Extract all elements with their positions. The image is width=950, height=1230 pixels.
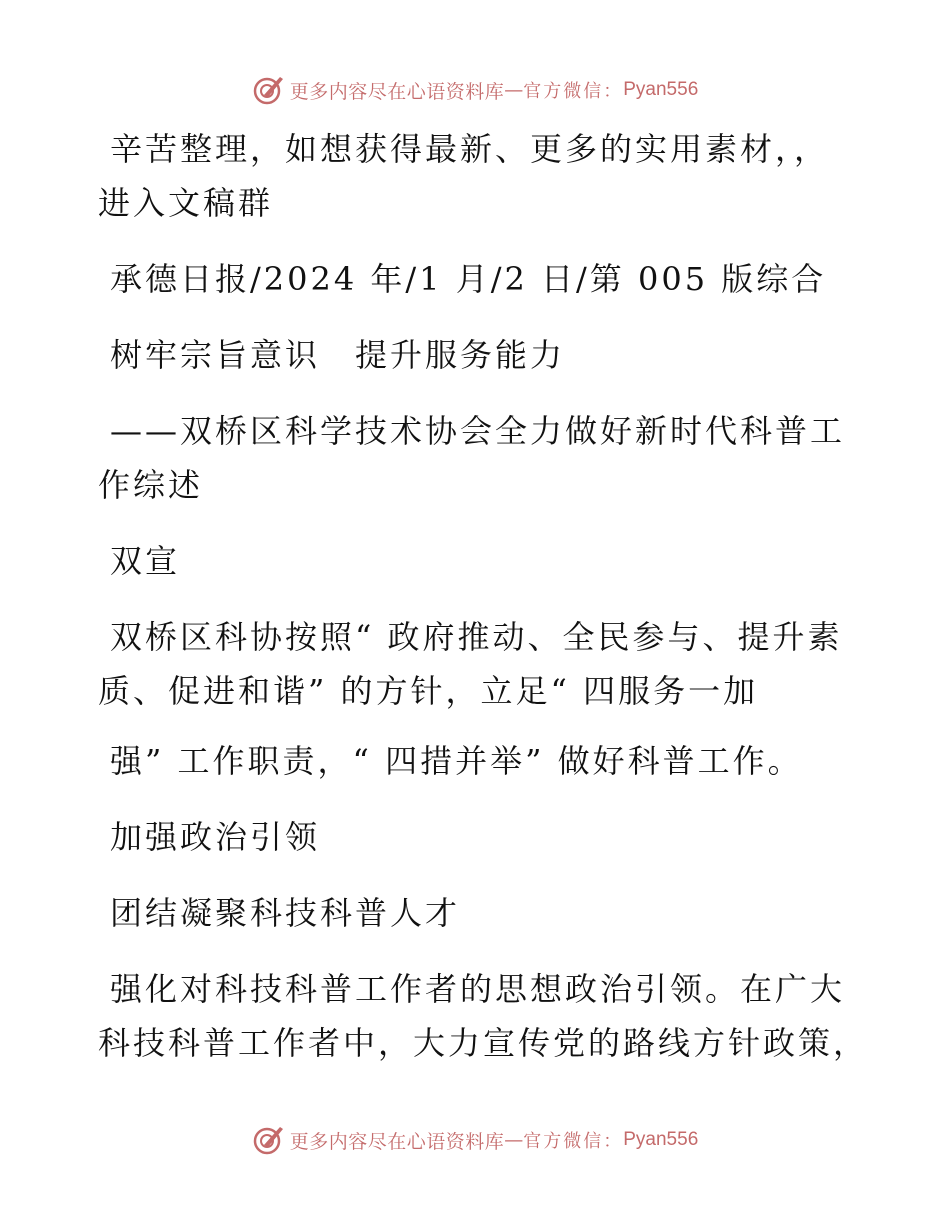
text-line: 强” 工作职责，“ 四措并举” 做好科普工作。 — [110, 742, 803, 780]
watermark-text: 更多内容尽在心语资料库 — [289, 80, 505, 103]
text-line: 承德日报/2024 年/1 月/2 日/第 005 版综合 — [110, 260, 827, 298]
source-line — [98, 252, 838, 306]
text-line: 双桥区科协按照“ 政府推动、全民参与、提升素 — [110, 618, 843, 656]
text-line: 进入文稿群 — [98, 184, 274, 222]
watermark-wechat-label: 官方微信： — [523, 1131, 624, 1152]
text-line: 双宣 — [110, 542, 181, 580]
paragraph — [98, 734, 838, 788]
text-line: 质、促进和谐” 的方针，立足“ 四服务一加 — [98, 672, 759, 710]
text-line: 作综述 — [98, 466, 204, 504]
watermark-header — [0, 70, 950, 110]
section-heading — [98, 810, 838, 864]
text-line: ——双桥区科学技术协会全力做好新时代科普工 — [110, 412, 846, 450]
paragraph — [98, 962, 869, 1070]
paragraph — [98, 122, 838, 230]
watermark-footer — [0, 1120, 950, 1160]
quill-logo-icon — [252, 73, 286, 107]
text-line: 强化对科技科普工作者的思想政治引领。在广大 — [110, 970, 846, 1008]
watermark-separator: — — [504, 1129, 524, 1151]
quill-logo-icon — [252, 1123, 286, 1157]
watermark-text: 更多内容尽在心语资料库 — [289, 1130, 505, 1153]
text-line: 加强政治引领 — [110, 818, 321, 856]
section-heading — [98, 886, 838, 940]
text-line: 科技科普工作者中，大力宣传党的路线方针政策， — [98, 1024, 869, 1062]
text-line: 辛苦整理，如想获得最新、更多的实用素材，， — [110, 130, 830, 168]
watermark-separator: — — [504, 79, 524, 101]
watermark-wechat-id: Pyan556 — [623, 79, 699, 100]
document-body — [98, 122, 869, 1092]
watermark-wechat-label: 官方微信： — [523, 81, 624, 102]
author-line — [98, 534, 838, 588]
article-subtitle — [98, 404, 846, 512]
paragraph — [98, 610, 843, 718]
text-line: 树牢宗旨意识 提升服务能力 — [110, 336, 566, 374]
watermark-wechat-id: Pyan556 — [623, 1129, 699, 1150]
text-line: 团结凝聚科技科普人才 — [110, 894, 461, 932]
article-title — [98, 328, 838, 382]
